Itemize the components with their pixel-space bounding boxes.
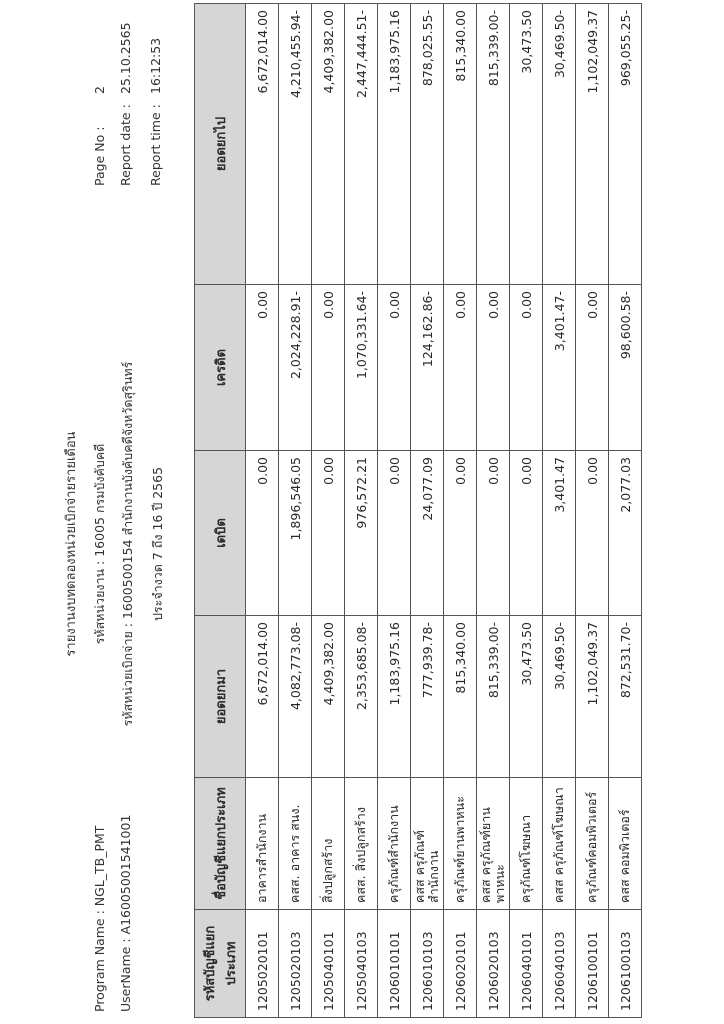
opening-balance-cell: 815,340.00 [444,616,477,778]
gl-name-cell: คสส ครุภัณฑ์สำนักงาน [411,778,444,910]
column-header-gl-code: รหัสบัญชีแยกประเภท [195,910,246,1018]
opening-balance-cell: 30,473.50 [510,616,543,778]
closing-balance-cell: 30,469.50- [543,4,576,285]
debit-cell: 976,572.21 [345,451,378,616]
gl-code-cell: 1206040103 [543,910,576,1018]
table-row [246,4,279,1018]
column-header-gl-name: ชื่อบัญชีแยกประเภท [195,778,246,910]
agency-line: รหัสหน่วยงาน : 16005 กรมบังคับคดี [92,443,107,645]
credit-cell: 3,401.47- [543,285,576,451]
table-row [312,4,345,1018]
opening-balance-cell: 1,102,049.37 [576,616,609,778]
debit-cell: 1,896,546.05 [279,451,312,616]
column-header-credit: เครดิต [195,285,246,451]
opening-balance-cell: 815,339.00- [477,616,510,778]
opening-balance-cell: 777,939.78- [411,616,444,778]
debit-cell: 0.00 [246,451,279,616]
gl-name-cell: คสส ครุภัณฑ์ยานพาหนะ [477,778,510,910]
debit-cell: 0.00 [312,451,345,616]
gl-code-cell: 1205040103 [345,910,378,1018]
period-line: ประจำงวด 7 ถึง 16 ปี 2565 [150,466,165,622]
table-row [378,4,411,1018]
report-date-value: 25.10.2565 [118,22,133,94]
credit-cell: 0.00 [510,285,543,451]
closing-balance-cell: 815,339.00- [477,4,510,285]
opening-balance-cell: 4,409,382.00 [312,616,345,778]
table-header-row [195,4,246,1018]
table-row [576,4,609,1018]
table-row [444,4,477,1018]
closing-balance-cell: 2,447,444.51- [345,4,378,285]
gl-name-cell: สิ่งปลูกสร้าง [312,778,345,910]
gl-code-cell: 1206010103 [411,910,444,1018]
report-time-label: Report time : [148,104,163,186]
gl-name-cell: ครุภัณฑ์คอมพิวเตอร์ [576,778,609,910]
closing-balance-cell: 1,102,049.37 [576,4,609,285]
opening-balance-cell: 1,183,975.16 [378,616,411,778]
credit-cell: 0.00 [312,285,345,451]
table-row [477,4,510,1018]
report-time-value: 16:12:53 [148,37,163,94]
gl-code-cell: 1206020103 [477,910,510,1018]
table-row [345,4,378,1018]
gl-name-cell: อาคารสำนักงาน [246,778,279,910]
gl-name-cell: ครุภัณฑ์โฆษณา [510,778,543,910]
opening-balance-cell: 872,531.70- [609,616,642,778]
debit-cell: 0.00 [576,451,609,616]
table-row [543,4,576,1018]
credit-cell: 0.00 [477,285,510,451]
credit-cell: 0.00 [444,285,477,451]
closing-balance-cell: 969,055.25- [609,4,642,285]
credit-cell: 0.00 [378,285,411,451]
closing-balance-cell: 30,473.50 [510,4,543,285]
closing-balance-cell: 6,672,014.00 [246,4,279,285]
closing-balance-cell: 4,409,382.00 [312,4,345,285]
table-row [411,4,444,1018]
credit-cell: 1,070,331.64- [345,285,378,451]
debit-cell: 0.00 [477,451,510,616]
debit-cell: 24,077.09 [411,451,444,616]
gl-code-cell: 1205020101 [246,910,279,1018]
closing-balance-cell: 4,210,455.94- [279,4,312,285]
credit-cell: 2,024,228.91- [279,285,312,451]
debit-cell: 0.00 [444,451,477,616]
report-date-label: Report date : [118,104,133,186]
gl-name-cell: ครุภัณฑ์สำนักงาน [378,778,411,910]
column-header-opening-balance: ยอดยกมา [195,616,246,778]
opening-balance-cell: 6,672,014.00 [246,616,279,778]
trial-balance-table [194,3,642,1018]
column-header-closing-balance: ยอดยกไป [195,4,246,285]
gl-name-cell: ครุภัณฑ์ยานพาหนะ [444,778,477,910]
gl-name-cell: คสส. สิ่งปลูกสร้าง [345,778,378,910]
table-row [609,4,642,1018]
page-no-value: 2 [92,86,107,94]
gl-code-cell: 1205040101 [312,910,345,1018]
gl-code-cell: 1206020101 [444,910,477,1018]
gl-name-cell: คสส. อาคาร สนง. [279,778,312,910]
program-name: Program Name : NGL_TB_PMT [92,825,107,1012]
gl-name-cell: คสส ครุภัณฑ์โฆษณา [543,778,576,910]
opening-balance-cell: 30,469.50- [543,616,576,778]
page-no-label: Page No : [92,126,107,186]
opening-balance-cell: 2,353,685.08- [345,616,378,778]
debit-cell: 0.00 [378,451,411,616]
table-row [279,4,312,1018]
debit-cell: 2,077.03 [609,451,642,616]
user-name: UserName : A16005001541001 [118,814,133,1012]
closing-balance-cell: 1,183,975.16 [378,4,411,285]
credit-cell: 124,162.86- [411,285,444,451]
credit-cell: 0.00 [576,285,609,451]
gl-code-cell: 1205020103 [279,910,312,1018]
credit-cell: 0.00 [246,285,279,451]
column-header-debit: เดบิต [195,451,246,616]
report-title: รายงานงบทดลองหน่วยเบิกจ่ายรายเดือน [64,431,79,657]
closing-balance-cell: 878,025.55- [411,4,444,285]
gl-code-cell: 1206040101 [510,910,543,1018]
gl-name-cell: คสส คอมพิวเตอร์ [609,778,642,910]
gl-code-cell: 1206100103 [609,910,642,1018]
gl-code-cell: 1206010101 [378,910,411,1018]
table-row [510,4,543,1018]
closing-balance-cell: 815,340.00 [444,4,477,285]
disbursing-unit-line: รหัสหน่วยเบิกจ่าย : 1600500154 สำนักงานบังคับคดีจังหวัดสุรินทร์ [120,361,135,727]
gl-code-cell: 1206100101 [576,910,609,1018]
opening-balance-cell: 4,082,773.08- [279,616,312,778]
debit-cell: 3,401.47 [543,451,576,616]
credit-cell: 98,600.58- [609,285,642,451]
debit-cell: 0.00 [510,451,543,616]
